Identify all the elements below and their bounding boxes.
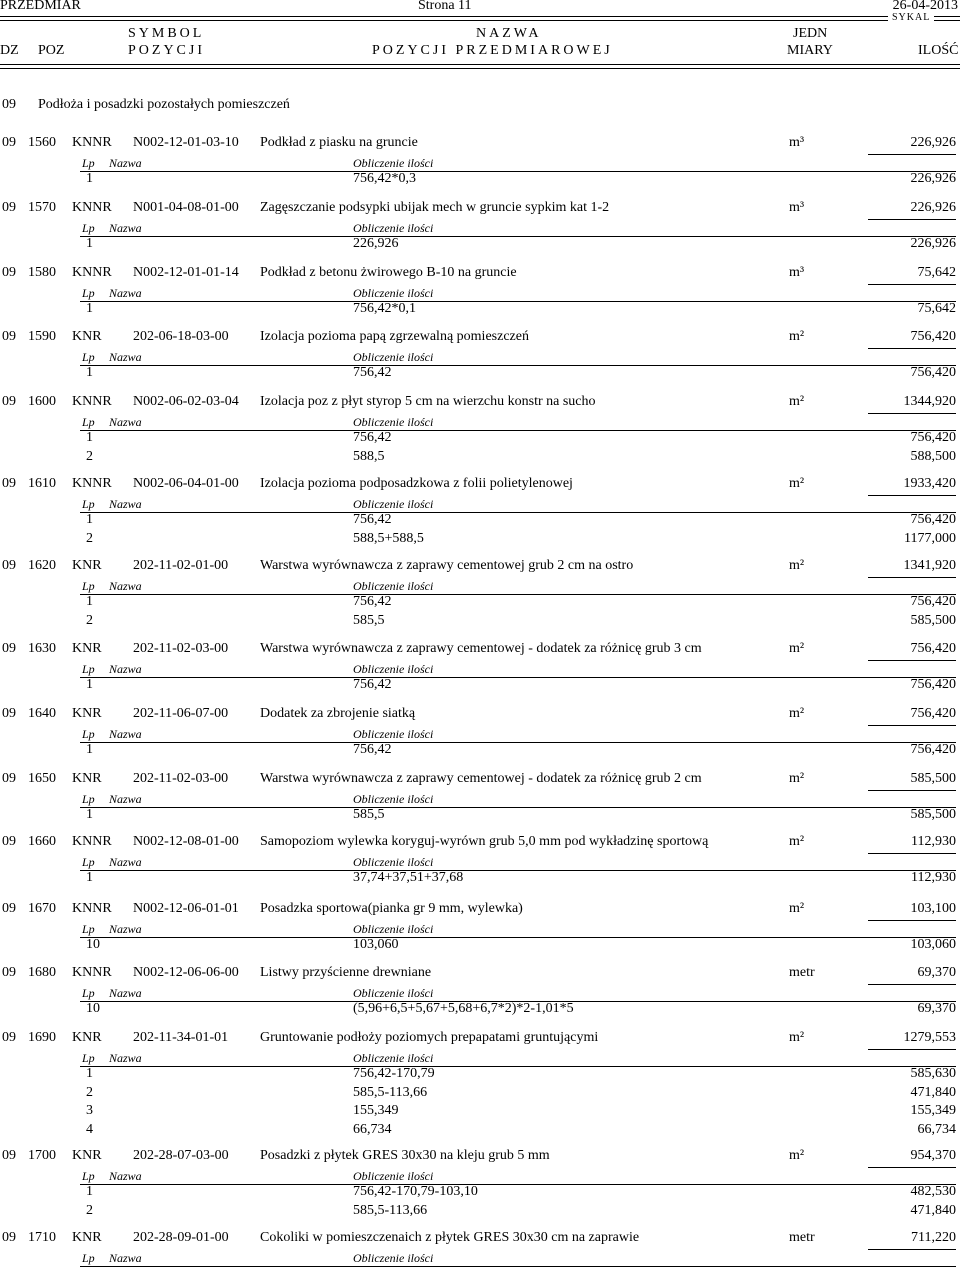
item-symbol: 202-11-34-01-01 [133,1030,229,1045]
calc-header-name: Nazwa [109,792,142,806]
calc-header-divider [80,512,956,513]
item-unit: m² [789,641,805,656]
header-divider [0,16,888,21]
calc-header-divider [80,1266,956,1267]
item-quantity: 585,500 [910,771,956,786]
item-poz: 1620 [28,558,56,573]
calc-header-divider [80,171,956,172]
calc-header-calc: Obliczenie ilości [353,662,434,676]
item-quantity: 1344,920 [903,394,956,409]
col-nazwa-top: NAZWA [476,26,542,41]
calc-lp: 1 [86,742,93,757]
item-unit: m² [789,1148,805,1163]
calc-header-name: Nazwa [109,922,142,936]
calc-lp: 1 [86,171,93,186]
calc-lp: 1 [86,870,93,885]
item-description: Izolacja pozioma papą zgrzewalną pomieszczeń [260,329,529,344]
item-unit: m² [789,476,805,491]
calc-header-lp: Lp [82,922,95,936]
item-description: Warstwa wyrównawcza z zaprawy cementowej - dodatek za różnicę grub 2 cm [260,771,702,786]
item-dz: 09 [2,394,16,409]
item-catalog: KNNR [72,901,112,916]
calc-value: 482,530 [910,1184,956,1199]
item-symbol: N002-12-01-03-10 [133,135,239,150]
quantity-underline [868,920,956,921]
item-unit: m² [789,1030,805,1045]
item-poz: 1560 [28,135,56,150]
col-ilosc: ILOŚĆ [918,43,959,58]
calc-header-name: Nazwa [109,662,142,676]
calc-value: 471,840 [910,1202,956,1218]
item-quantity: 756,420 [910,706,956,721]
calc-header-divider [80,677,956,678]
section-title: Podłoża i posadzki pozostałych pomieszczeń [38,97,290,112]
quantity-underline [868,284,956,285]
item-unit: metr [789,965,815,980]
item-catalog: KNNR [72,135,112,150]
calc-expression: 756,42 [353,742,392,757]
item-catalog: KNNR [72,476,112,491]
item-poz: 1600 [28,394,56,409]
calc-header-calc: Obliczenie ilości [353,286,434,300]
calc-header-divider [80,301,956,302]
quantity-underline [868,660,956,661]
calc-value: 471,840 [910,1084,956,1100]
item-description: Listwy przyścienne drewniane [260,965,432,980]
item-quantity: 1933,420 [903,476,956,491]
calc-expression: 103,060 [353,937,399,952]
calc-lp: 3 [86,1103,93,1118]
calc-expression: 756,42-170,79-103,10 [353,1184,478,1199]
item-catalog: KNR [72,1230,102,1245]
item-unit: m² [789,901,805,916]
calc-header-calc: Obliczenie ilości [353,221,434,235]
calc-header-divider [80,870,956,871]
calc-header-name: Nazwa [109,221,142,235]
calc-header-calc: Obliczenie ilości [353,350,434,364]
calc-header-divider [80,594,956,595]
calc-value: 756,420 [910,512,956,527]
item-symbol: N001-04-08-01-00 [133,200,239,215]
calc-header-lp: Lp [82,497,95,511]
calc-expression: 756,42 [353,594,392,609]
calc-header-lp: Lp [82,1051,95,1065]
calc-header-calc: Obliczenie ilości [353,1051,434,1065]
col-symbol-bottom: POZYCJI [128,43,206,58]
item-dz: 09 [2,965,16,980]
calc-header-lp: Lp [82,221,95,235]
column-header-divider [0,64,960,69]
calc-header-lp: Lp [82,1169,95,1183]
item-dz: 09 [2,641,16,656]
calc-value: 103,060 [910,937,956,952]
calc-expression: 585,5-113,66 [353,1202,428,1218]
calc-lp: 2 [86,612,93,628]
calc-header-name: Nazwa [109,1051,142,1065]
calc-header-name: Nazwa [109,1169,142,1183]
calc-header-lp: Lp [82,579,95,593]
calc-header-lp: Lp [82,662,95,676]
item-quantity: 711,220 [911,1230,956,1245]
calc-expression: 66,734 [353,1121,392,1137]
item-quantity: 69,370 [917,965,956,980]
item-unit: m² [789,834,805,849]
item-unit: metr [789,1230,815,1245]
calc-header-divider [80,807,956,808]
item-dz: 09 [2,1148,16,1163]
calc-expression: 588,5 [353,448,385,464]
calc-header-divider [80,430,956,431]
calc-lp: 1 [86,807,93,822]
calc-header-calc: Obliczenie ilości [353,922,434,936]
item-symbol: 202-11-02-03-00 [133,771,229,786]
calc-expression: 756,42 [353,365,392,380]
quantity-underline [868,348,956,349]
quantity-underline [868,1049,956,1050]
item-catalog: KNNR [72,394,112,409]
calc-header-name: Nazwa [109,1251,142,1265]
calc-value: 226,926 [910,236,956,251]
item-symbol: 202-28-09-01-00 [133,1230,229,1245]
calc-header-name: Nazwa [109,579,142,593]
quantity-underline [868,495,956,496]
item-description: Dodatek za zbrojenie siatką [260,706,416,721]
calc-expression: 226,926 [353,236,399,251]
calc-header-calc: Obliczenie ilości [353,727,434,741]
calc-value: 585,500 [910,807,956,822]
item-dz: 09 [2,558,16,573]
item-catalog: KNR [72,1148,102,1163]
calc-header-lp: Lp [82,986,95,1000]
calc-lp: 1 [86,1184,93,1199]
item-description: Cokoliki w pomieszczenaich z płytek GRES 30x30 cm na zaprawie [260,1230,640,1245]
calc-expression: 585,5 [353,612,385,628]
col-dz: DZ [0,43,19,58]
calc-expression: 37,74+37,51+37,68 [353,870,464,885]
calc-header-divider [80,365,956,366]
quantity-underline [868,413,956,414]
calc-value: 588,500 [910,448,956,464]
item-symbol: 202-28-07-03-00 [133,1148,229,1163]
item-symbol: N002-06-04-01-00 [133,476,239,491]
calc-lp: 2 [86,530,93,546]
calc-header-lp: Lp [82,855,95,869]
item-poz: 1610 [28,476,56,491]
col-jedn-bottom: MIARY [787,43,833,58]
col-jedn-top: JEDN [793,26,828,41]
calc-expression: (5,96+6,5+5,67+5,68+6,7*2)*2-1,01*5 [353,1001,574,1016]
quantity-underline [868,219,956,220]
calc-lp: 1 [86,430,93,445]
quantity-underline [868,790,956,791]
calc-header-lp: Lp [82,792,95,806]
item-unit: m³ [789,265,805,280]
item-quantity: 756,420 [910,641,956,656]
calc-header-calc: Obliczenie ilości [353,497,434,511]
item-description: Podkład z piasku na gruncie [260,135,418,150]
item-symbol: N002-12-01-01-14 [133,265,239,280]
calc-lp: 2 [86,448,93,464]
item-dz: 09 [2,1030,16,1045]
item-catalog: KNR [72,641,102,656]
item-poz: 1690 [28,1030,56,1045]
item-unit: m³ [789,200,805,215]
calc-value: 155,349 [910,1103,956,1118]
calc-value: 585,500 [910,612,956,628]
item-quantity: 75,642 [917,265,956,280]
item-catalog: KNR [72,1030,102,1045]
calc-header-calc: Obliczenie ilości [353,1169,434,1183]
item-catalog: KNNR [72,200,112,215]
item-poz: 1670 [28,901,56,916]
item-quantity: 756,420 [910,329,956,344]
calc-expression: 155,349 [353,1103,399,1118]
item-poz: 1660 [28,834,56,849]
item-symbol: 202-11-06-07-00 [133,706,229,721]
calc-expression: 756,42 [353,512,392,527]
item-dz: 09 [2,1230,16,1245]
item-quantity: 954,370 [910,1148,956,1163]
calc-header-calc: Obliczenie ilości [353,855,434,869]
calc-header-lp: Lp [82,350,95,364]
item-dz: 09 [2,135,16,150]
item-dz: 09 [2,476,16,491]
item-catalog: KNNR [72,965,112,980]
item-description: Samopoziom wylewka koryguj-wyrówn grub 5,0 mm pod wykładzinę sportową [260,834,709,849]
item-symbol: N002-12-06-06-00 [133,965,239,980]
item-description: Podkład z betonu żwirowego B-10 na gruncie [260,265,517,280]
calc-header-name: Nazwa [109,350,142,364]
calc-lp: 1 [86,594,93,609]
calc-header-calc: Obliczenie ilości [353,1251,434,1265]
quantity-underline [868,1249,956,1250]
quantity-underline [868,725,956,726]
col-symbol-top: SYMBOL [128,26,205,41]
calc-lp: 1 [86,301,93,316]
calc-header-name: Nazwa [109,986,142,1000]
calc-expression: 588,5+588,5 [353,530,424,546]
calc-header-lp: Lp [82,415,95,429]
calc-value: 585,630 [910,1066,956,1081]
calc-header-divider [80,1184,956,1185]
document-type: PRZEDMIAR [0,0,81,13]
item-dz: 09 [2,200,16,215]
calc-value: 756,420 [910,365,956,380]
item-unit: m³ [789,135,805,150]
calc-value: 75,642 [917,301,956,316]
item-dz: 09 [2,329,16,344]
calc-lp: 1 [86,365,93,380]
quantity-underline [868,154,956,155]
item-unit: m² [789,771,805,786]
item-description: Izolacja poz z płyt styrop 5 cm na wierzchu konstr na sucho [260,394,596,409]
item-quantity: 1279,553 [903,1030,956,1045]
calc-header-lp: Lp [82,286,95,300]
item-description: Izolacja pozioma podposadzkowa z folii polietylenowej [260,476,573,491]
calc-header-name: Nazwa [109,497,142,511]
quantity-underline [868,1167,956,1168]
item-catalog: KNR [72,329,102,344]
item-poz: 1590 [28,329,56,344]
calc-expression: 585,5 [353,807,385,822]
item-poz: 1650 [28,771,56,786]
item-description: Gruntowanie podłoży poziomych prepapatami gruntującymi [260,1030,599,1045]
calc-value: 66,734 [917,1121,956,1137]
calc-value: 756,420 [910,742,956,757]
item-dz: 09 [2,706,16,721]
calc-header-name: Nazwa [109,727,142,741]
calc-header-calc: Obliczenie ilości [353,792,434,806]
calc-lp: 4 [86,1121,93,1137]
item-description: Zagęszczanie podsypki ubijak mech w gruncie sypkim kat 1-2 [260,200,610,215]
item-unit: m² [789,329,805,344]
calc-value: 112,930 [911,870,956,885]
item-dz: 09 [2,771,16,786]
calc-header-lp: Lp [82,727,95,741]
calc-lp: 1 [86,677,93,692]
print-date: 26-04-2013 [892,0,958,13]
calc-header-name: Nazwa [109,286,142,300]
calc-lp: 1 [86,512,93,527]
item-dz: 09 [2,834,16,849]
calc-header-calc: Obliczenie ilości [353,579,434,593]
item-poz: 1680 [28,965,56,980]
item-quantity: 1341,920 [903,558,956,573]
calc-expression: 585,5-113,66 [353,1084,428,1100]
item-catalog: KNR [72,558,102,573]
item-quantity: 226,926 [910,135,956,150]
quantity-underline [868,853,956,854]
item-catalog: KNNR [72,265,112,280]
calc-expression: 756,42*0,1 [353,301,416,316]
item-unit: m² [789,558,805,573]
item-poz: 1580 [28,265,56,280]
item-symbol: N002-12-06-01-01 [133,901,239,916]
calc-header-lp: Lp [82,1251,95,1265]
calc-header-name: Nazwa [109,415,142,429]
item-symbol: 202-06-18-03-00 [133,329,229,344]
quantity-underline [868,577,956,578]
item-quantity: 112,930 [911,834,956,849]
calc-header-calc: Obliczenie ilości [353,986,434,1000]
calc-value: 756,420 [910,677,956,692]
item-unit: m² [789,706,805,721]
col-poz: POZ [38,43,65,58]
item-poz: 1640 [28,706,56,721]
calc-header-divider [80,742,956,743]
calc-header-calc: Obliczenie ilości [353,415,434,429]
item-catalog: KNR [72,771,102,786]
calc-header-calc: Obliczenie ilości [353,156,434,170]
item-description: Warstwa wyrównawcza z zaprawy cementowej - dodatek za różnicę grub 3 cm [260,641,702,656]
calc-value: 1177,000 [904,530,956,546]
calc-lp: 1 [86,236,93,251]
calc-expression: 756,42*0,3 [353,171,416,186]
page-number: Strona 11 [418,0,472,13]
item-poz: 1700 [28,1148,56,1163]
calc-expression: 756,42-170,79 [353,1066,435,1081]
item-poz: 1570 [28,200,56,215]
calc-value: 226,926 [910,171,956,186]
calc-value: 69,370 [917,1001,956,1016]
calc-lp: 10 [86,937,100,952]
calc-header-lp: Lp [82,156,95,170]
item-description: Warstwa wyrównawcza z zaprawy cementowej grub 2 cm na ostro [260,558,634,573]
calc-lp: 1 [86,1066,93,1081]
item-description: Posadzka sportowa(pianka gr 9 mm, wylewka) [260,901,523,916]
calc-value: 756,420 [910,430,956,445]
item-quantity: 103,100 [910,901,956,916]
item-dz: 09 [2,265,16,280]
item-symbol: N002-12-08-01-00 [133,834,239,849]
item-poz: 1630 [28,641,56,656]
item-description: Posadzki z płytek GRES 30x30 na kleju grub 5 mm [260,1148,550,1163]
item-catalog: KNR [72,706,102,721]
calc-expression: 756,42 [353,677,392,692]
calc-header-name: Nazwa [109,156,142,170]
quantity-underline [868,984,956,985]
calc-lp: 10 [86,1001,100,1016]
item-poz: 1710 [28,1230,56,1245]
item-quantity: 226,926 [910,200,956,215]
item-symbol: N002-06-02-03-04 [133,394,239,409]
item-unit: m² [789,394,805,409]
calc-header-name: Nazwa [109,855,142,869]
item-catalog: KNNR [72,834,112,849]
section-dz: 09 [2,97,16,112]
col-nazwa-bottom: POZYCJI PRZEDMIAROWEJ [372,43,613,58]
calc-expression: 756,42 [353,430,392,445]
calc-header-divider [80,937,956,938]
calc-lp: 2 [86,1084,93,1100]
calc-value: 756,420 [910,594,956,609]
calc-header-divider [80,1066,956,1067]
item-symbol: 202-11-02-03-00 [133,641,229,656]
brand-logo: SYKAL [892,12,931,23]
calc-header-divider [80,236,956,237]
item-dz: 09 [2,901,16,916]
calc-lp: 2 [86,1202,93,1218]
item-symbol: 202-11-02-01-00 [133,558,229,573]
